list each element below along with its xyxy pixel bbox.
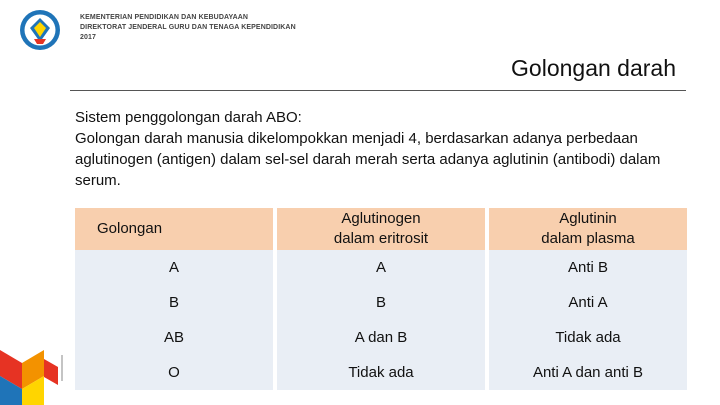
cell-aglutinogen: Tidak ada (275, 355, 487, 390)
slide-title: Golongan darah (511, 55, 676, 81)
header-aglutinogen-line2: dalam eritrosit (333, 230, 429, 247)
table-header-row (75, 208, 687, 250)
intro-heading: Sistem penggolongan darah ABO: (75, 109, 302, 126)
table-row (75, 250, 687, 285)
header-aglutinogen-line1: Aglutinogen (341, 210, 421, 227)
cell-aglutinin: Anti B (487, 250, 687, 285)
tut-wuri-handayani-logo-icon (19, 9, 61, 51)
cell-golongan: B (75, 285, 275, 320)
header-aglutinogen (275, 208, 487, 250)
cell-aglutinin: Tidak ada (487, 320, 687, 355)
decorative-cube-corner-icon (0, 345, 70, 405)
header-aglutinin-line2: dalam plasma (541, 230, 635, 247)
cell-golongan: AB (75, 320, 275, 355)
table-row (75, 285, 687, 320)
directorate-header-line: DIREKTORAT JENDERAL GURU DAN TENAGA KEPENDIDIKAN (80, 24, 296, 31)
intro-text-block (75, 107, 700, 191)
cell-golongan: A (75, 250, 275, 285)
table-row (75, 355, 687, 390)
ministry-header (80, 13, 296, 43)
header-aglutinin-line1: Aglutinin (559, 210, 617, 227)
header-aglutinin (487, 208, 687, 250)
cell-aglutinogen: B (275, 285, 487, 320)
year-header-line: 2017 (80, 34, 96, 41)
cell-aglutinogen: A dan B (275, 320, 487, 355)
cell-golongan: O (75, 355, 275, 390)
header-golongan-label: Golongan (97, 220, 163, 237)
table-row (75, 320, 687, 355)
ministry-header-line: KEMENTERIAN PENDIDIKAN DAN KEBUDAYAAN (80, 14, 249, 21)
cell-aglutinin: Anti A (487, 285, 687, 320)
blood-group-table (75, 208, 687, 390)
cell-aglutinin: Anti A dan anti B (487, 355, 687, 390)
cell-aglutinogen: A (275, 250, 487, 285)
intro-paragraph: Golongan darah manusia dikelompokkan menjadi 4, berdasarkan adanya perbedaan aglutinogen (antigen) dalam sel-sel darah merah serta adanya aglutinin (antibodi) dalam serum. (75, 130, 661, 189)
title-divider (70, 90, 686, 91)
header-golongan (75, 208, 275, 250)
